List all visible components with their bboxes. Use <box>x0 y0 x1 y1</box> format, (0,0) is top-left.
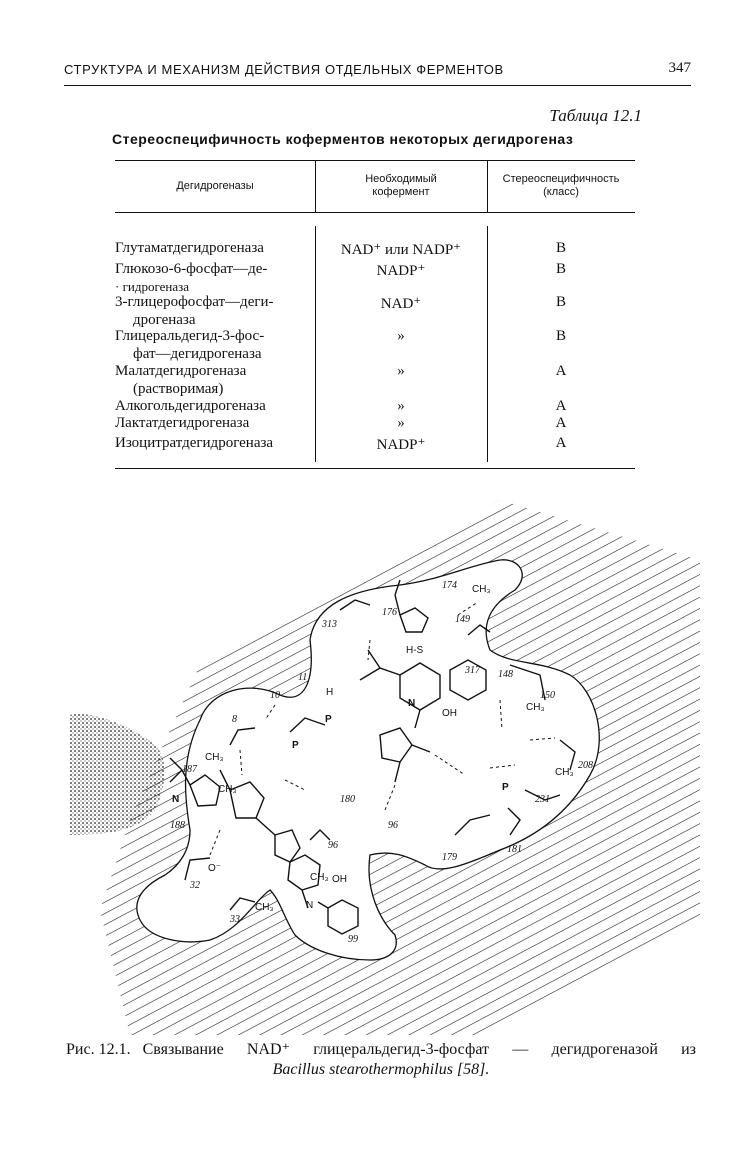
enzyme-name-cont: дрогеназа <box>133 312 196 328</box>
residue-number: 96 <box>388 820 398 831</box>
class-value: A <box>555 398 567 414</box>
group-label: H <box>326 687 334 698</box>
enzyme-name: Глюкозо-6-фосфат—де- <box>115 261 268 277</box>
table-header-rule <box>115 212 635 213</box>
class-value: B <box>555 294 566 310</box>
residue-number: 179 <box>442 852 457 863</box>
coenzyme-value: » <box>397 415 405 431</box>
group-label: H-S <box>406 645 424 656</box>
group-label: CH₃ <box>472 584 491 595</box>
table-label: Таблица 12.1 <box>549 106 642 125</box>
table-top-rule <box>115 160 635 161</box>
group-label: CH₃ <box>218 784 237 795</box>
enzyme-name: 3-глицерофосфат—деги- <box>115 294 274 310</box>
group-label: N <box>172 794 180 805</box>
class-value: A <box>555 363 567 379</box>
group-label: N <box>306 900 314 911</box>
column-header-line: Необходимый <box>365 173 437 185</box>
enzyme-name: Малатдегидрогеназа <box>115 363 247 379</box>
nad-binding-diagram <box>70 490 700 1035</box>
residue-number: 10 <box>270 690 280 701</box>
residue-number: 149 <box>455 614 470 625</box>
coenzyme-table <box>115 160 635 480</box>
enzyme-name: Глутаматдегидрогеназа <box>115 240 264 256</box>
running-title: СТРУКТУРА И МЕХАНИЗМ ДЕЙСТВИЯ ОТДЕЛЬНЫХ ФЕРМЕНТОВ <box>64 62 504 77</box>
residue-number: 231 <box>535 794 550 805</box>
enzyme-name-cont: (растворимая) <box>133 381 224 397</box>
caption-line <box>66 1040 696 1060</box>
coenzyme-value: NAD⁺ <box>380 296 422 312</box>
table-bottom-rule <box>115 468 635 469</box>
coenzyme-value: » <box>397 398 405 414</box>
residue-number: 99 <box>348 934 358 945</box>
coenzyme-value: NAD⁺ или NADP⁺ <box>340 242 462 258</box>
residue-number: 32 <box>190 880 200 891</box>
residue-number: 187 <box>182 764 197 775</box>
coenzyme-value: NADP⁺ <box>376 437 426 453</box>
enzyme-name: Изоцитратдегидрогеназа <box>115 435 274 451</box>
column-header-line: кофермент <box>372 186 430 198</box>
table-title: Стереоспецифичность коферментов некоторых дегидрогеназ <box>112 131 574 147</box>
column-header-line: (класс) <box>543 186 579 198</box>
group-label: CH₃ <box>255 902 274 913</box>
residue-number: 181 <box>507 844 522 855</box>
class-value: B <box>555 240 566 256</box>
group-label: OH <box>332 874 347 885</box>
group-label: N <box>408 698 416 709</box>
residue-number: 148 <box>498 669 513 680</box>
enzyme-name-cont: фат—дегидрогеназа <box>133 346 262 362</box>
residue-number: 176 <box>382 607 397 618</box>
group-label: CH₃ <box>205 752 224 763</box>
running-header <box>64 60 691 82</box>
enzyme-name-cont: · гидрогеназа <box>115 279 190 294</box>
residue-number: 8 <box>232 714 237 725</box>
column-header-enzyme: Дегидрогеназы <box>176 180 254 192</box>
caption-source: Bacillus stearothermophilus [58]. <box>272 1061 490 1078</box>
caption-text: Связывание NAD⁺ глицеральдегид-3-фосфат — дегидрогеназой из <box>142 1041 696 1058</box>
column-header-class <box>487 173 635 199</box>
column-header-line: Стереоспецифичность <box>502 173 620 185</box>
class-value: B <box>555 328 566 344</box>
group-label: CH₃ <box>310 872 329 883</box>
class-value: A <box>555 415 567 431</box>
enzyme-name: Лактатдегидрогеназа <box>115 415 250 431</box>
column-header-coenzyme <box>315 173 487 199</box>
header-rule <box>64 85 691 86</box>
figure-caption <box>66 1040 696 1080</box>
residue-number: 33 <box>230 914 240 925</box>
enzyme-name: Глицеральдегид-3-фос- <box>115 328 265 344</box>
coenzyme-value: » <box>397 328 405 344</box>
class-value: A <box>555 435 567 451</box>
residue-number: 11 <box>298 672 308 683</box>
coenzyme-value: NADP⁺ <box>376 263 426 279</box>
residue-number: 150 <box>540 690 555 701</box>
residue-number: 313 <box>322 619 337 630</box>
group-label: P <box>292 740 299 751</box>
page-number: 347 <box>668 60 691 76</box>
residue-number: 174 <box>442 580 457 591</box>
class-value: B <box>555 261 566 277</box>
residue-number: 96 <box>328 840 338 851</box>
residue-number: 188 <box>170 820 185 831</box>
residue-number: 208 <box>578 760 593 771</box>
residue-number: 317 <box>465 665 480 676</box>
group-label: CH₃ <box>555 767 574 778</box>
group-label: CH₃ <box>526 702 545 713</box>
group-label: O⁻ <box>208 863 222 874</box>
group-label: OH <box>442 708 457 719</box>
coenzyme-value: » <box>397 363 405 379</box>
group-label: P <box>325 714 332 725</box>
enzyme-name: Алкогольдегидрогеназа <box>115 398 266 414</box>
residue-number: 180 <box>340 794 355 805</box>
group-label: P <box>502 782 509 793</box>
caption-prefix: Рис. 12.1. <box>66 1041 131 1058</box>
